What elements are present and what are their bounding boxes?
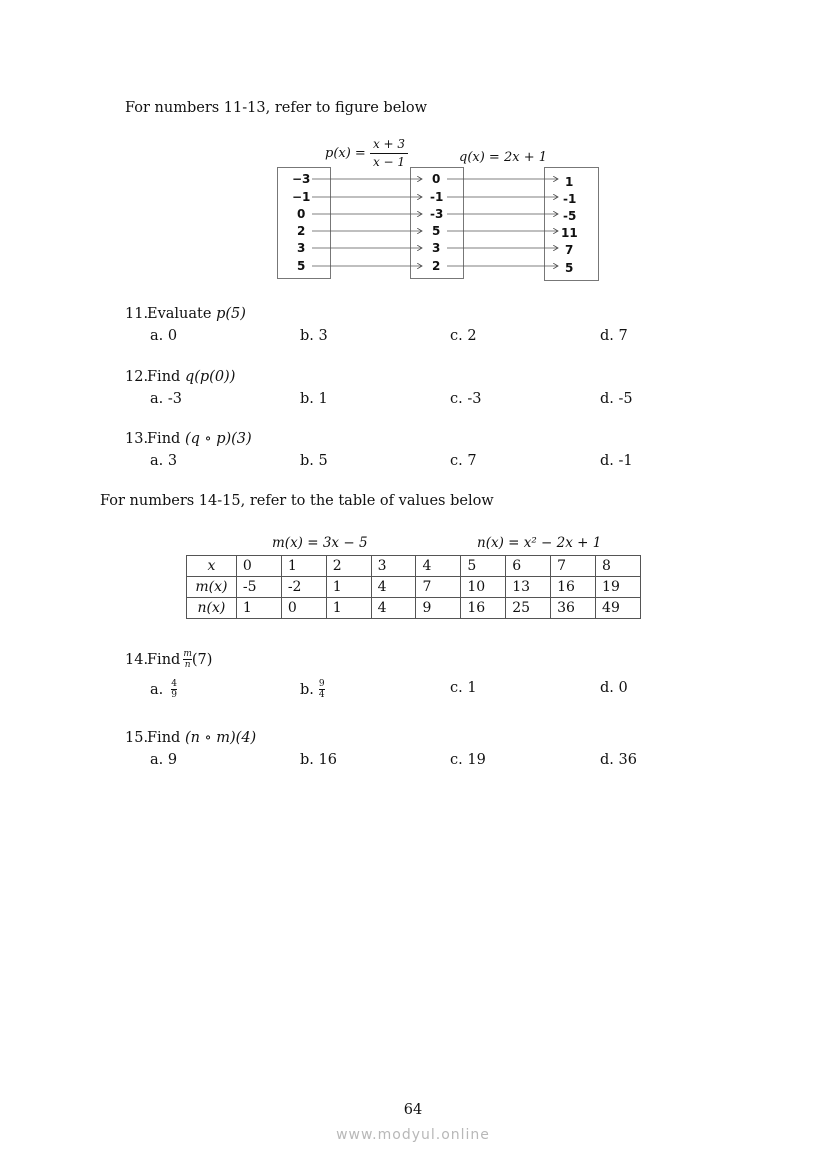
choice-b[interactable]: b. 3 <box>300 328 328 344</box>
choice-c[interactable]: c. 2 <box>450 328 477 344</box>
domain-value: 0 <box>297 207 306 221</box>
question-11 <box>125 306 246 322</box>
mapping-figure <box>270 135 610 285</box>
question-text: Find <box>147 730 181 746</box>
choice-a-fraction <box>171 680 177 700</box>
question-number: 12. <box>125 369 149 385</box>
table-row <box>187 598 641 619</box>
choice-b[interactable]: b. 5 <box>300 453 328 469</box>
choice-b[interactable] <box>300 680 325 700</box>
question-13 <box>125 431 252 447</box>
question-math: (7) <box>191 652 213 668</box>
question-number: 15. <box>125 730 149 746</box>
table-cell: 36 <box>551 598 596 619</box>
page-number: 64 <box>403 1102 423 1118</box>
middle-value: 5 <box>432 224 441 238</box>
choice-b[interactable]: b. 1 <box>300 391 328 407</box>
choice-d[interactable]: d. 36 <box>600 752 637 768</box>
choice-label: b. <box>300 682 314 698</box>
choice-a[interactable]: a. -3 <box>150 391 182 407</box>
question-text: Evaluate <box>147 306 212 322</box>
question-text: Find <box>147 652 181 668</box>
choice-b-fraction <box>319 680 325 700</box>
fraction-denominator: 9 <box>171 690 177 700</box>
choice-a[interactable]: a. 3 <box>150 453 178 469</box>
choice-d[interactable]: d. -1 <box>600 453 633 469</box>
range-value: -1 <box>563 192 577 206</box>
choice-d[interactable]: d. 0 <box>600 680 628 696</box>
table-cell: 1 <box>281 556 326 577</box>
choice-label: a. <box>150 682 164 698</box>
fraction-numerator: 9 <box>318 679 325 689</box>
table-cell: 19 <box>596 577 641 598</box>
question-number: 13. <box>125 431 149 447</box>
choice-c[interactable]: c. -3 <box>450 391 482 407</box>
domain-value: −3 <box>292 172 311 186</box>
table-cell: 2 <box>326 556 371 577</box>
table-cell: -2 <box>281 577 326 598</box>
section-intro-14-15: For numbers 14-15, refer to the table of values below <box>100 493 494 509</box>
question-math: (q ∘ p)(3) <box>184 431 252 447</box>
table-row <box>187 577 641 598</box>
table-cell: 3 <box>371 556 416 577</box>
domain-value: −1 <box>292 190 311 204</box>
question-math: p(5) <box>216 306 246 322</box>
question-number: 11. <box>125 306 149 322</box>
q-function-label: q(x) = 2x + 1 <box>459 150 547 165</box>
n-function-definition: n(x) = x² − 2x + 1 <box>477 535 602 551</box>
table-cell: 4 <box>416 556 461 577</box>
table-cell: 16 <box>461 598 506 619</box>
question-math: q(p(0)) <box>184 369 236 385</box>
range-value: 1 <box>565 175 574 189</box>
p-numerator: x + 3 <box>372 137 406 151</box>
m-over-n-fraction <box>183 650 192 670</box>
middle-value: 2 <box>432 259 441 273</box>
question-14 <box>125 650 212 670</box>
table-cell: 4 <box>371 577 416 598</box>
table-cell: 9 <box>416 598 461 619</box>
domain-value: 5 <box>297 259 306 273</box>
choice-c[interactable]: c. 7 <box>450 453 477 469</box>
table-cell: 0 <box>236 556 281 577</box>
table-cell: 4 <box>371 598 416 619</box>
middle-value: 3 <box>432 241 441 255</box>
range-value: 7 <box>565 243 574 257</box>
choice-a[interactable]: a. 9 <box>150 752 178 768</box>
choice-c[interactable]: c. 19 <box>450 752 486 768</box>
table-cell: 25 <box>506 598 551 619</box>
table-cell: 5 <box>461 556 506 577</box>
table-cell: 8 <box>596 556 641 577</box>
table-cell: 13 <box>506 577 551 598</box>
question-math: (n ∘ m)(4) <box>184 730 257 746</box>
range-value: 5 <box>565 261 574 275</box>
domain-value: 3 <box>297 241 306 255</box>
watermark-text: www.modyul.online <box>336 1127 490 1143</box>
choice-b[interactable]: b. 16 <box>300 752 337 768</box>
table-row <box>187 556 641 577</box>
p-denominator: x − 1 <box>372 155 406 169</box>
table-cell: 7 <box>551 556 596 577</box>
middle-value: -3 <box>430 207 444 221</box>
question-text: Find <box>147 431 181 447</box>
range-value: 11 <box>561 226 578 240</box>
table-cell: -5 <box>236 577 281 598</box>
domain-value: 2 <box>297 224 306 238</box>
choice-a[interactable]: a. 0 <box>150 328 178 344</box>
row-header: n(x) <box>187 598 237 619</box>
question-12 <box>125 369 235 385</box>
table-cell: 1 <box>326 598 371 619</box>
table-cell: 6 <box>506 556 551 577</box>
question-text: Find <box>147 369 181 385</box>
question-15 <box>125 730 256 746</box>
fraction-numerator: m <box>183 649 192 659</box>
choice-c[interactable]: c. 1 <box>450 680 477 696</box>
middle-value: 0 <box>432 172 441 186</box>
values-table <box>186 555 641 619</box>
p-function-label: p(x) = <box>325 146 366 161</box>
table-cell: 49 <box>596 598 641 619</box>
choice-d[interactable]: d. 7 <box>600 328 628 344</box>
m-function-definition: m(x) = 3x − 5 <box>272 535 368 551</box>
table-cell: 7 <box>416 577 461 598</box>
table-cell: 16 <box>551 577 596 598</box>
fraction-numerator: 4 <box>171 679 177 689</box>
middle-value: -1 <box>430 190 444 204</box>
fraction-denominator: n <box>184 660 191 670</box>
table-cell: 10 <box>461 577 506 598</box>
question-number: 14. <box>125 652 149 668</box>
choice-d[interactable]: d. -5 <box>600 391 633 407</box>
section-intro-11-13: For numbers 11-13, refer to figure below <box>125 100 428 116</box>
table-cell: 0 <box>281 598 326 619</box>
row-header: x <box>187 556 237 577</box>
row-header: m(x) <box>187 577 237 598</box>
table-cell: 1 <box>236 598 281 619</box>
fraction-denominator: 4 <box>318 690 325 700</box>
table-cell: 1 <box>326 577 371 598</box>
range-value: -5 <box>563 209 577 223</box>
choice-a[interactable] <box>150 680 177 700</box>
